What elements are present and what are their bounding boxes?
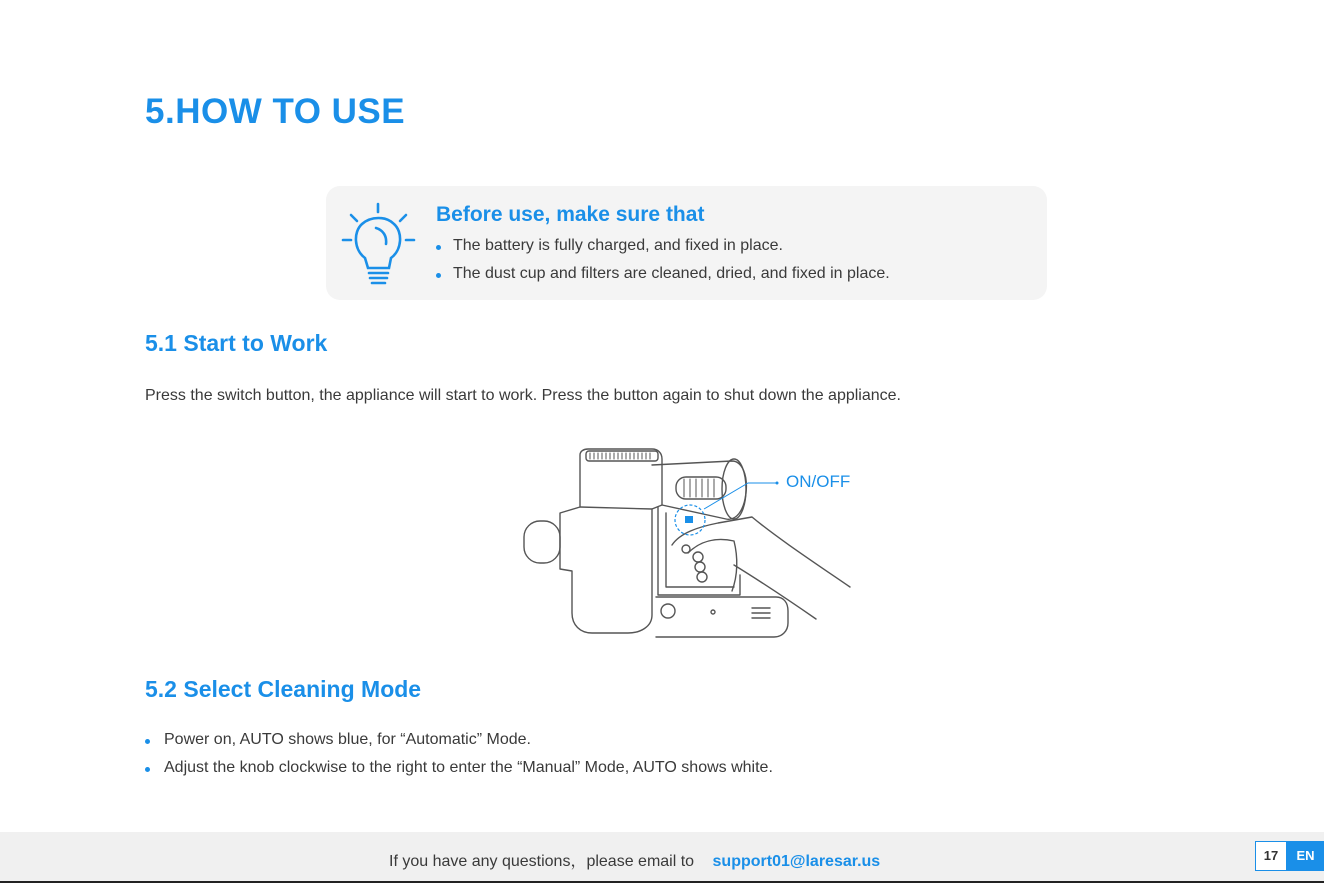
support-email-link[interactable]: support01@laresar.us: [712, 853, 881, 870]
tip-box: [326, 186, 1047, 300]
start-to-work-text: Press the switch button, the appliance will start to work. Press the button again to shut down the appliance.: [145, 387, 901, 404]
tip-item-text: The dust cup and filters are cleaned, dried, and fixed in place.: [453, 265, 890, 282]
tip-item: [436, 237, 783, 255]
tip-item: [436, 265, 890, 283]
tip-heading: Before use, make sure that: [436, 203, 705, 226]
tip-item-text: The battery is fully charged, and fixed in place.: [453, 237, 783, 254]
bullet-icon: [145, 739, 150, 744]
cleaning-mode-bullet: Power on, AUTO shows blue, for “Automatic” Mode.: [164, 731, 531, 748]
onoff-callout: ON/OFF: [786, 472, 851, 491]
page-number: 17: [1255, 841, 1287, 871]
list-item: [145, 759, 773, 777]
section-heading-start-to-work: 5.1 Start to Work: [145, 330, 328, 356]
section-heading-cleaning-mode: 5.2 Select Cleaning Mode: [145, 676, 422, 702]
page-title: 5.HOW TO USE: [145, 92, 406, 131]
cleaning-mode-bullet: Adjust the knob clockwise to the right to enter the “Manual” Mode, AUTO shows white.: [164, 759, 773, 776]
list-item: [145, 731, 531, 749]
footer-contact: [389, 848, 880, 871]
bullet-icon: [436, 245, 441, 250]
bullet-icon: [145, 767, 150, 772]
footer-text: If you have any questions，please email to: [389, 853, 695, 870]
bullet-icon: [436, 273, 441, 278]
lightbulb-icon: [340, 200, 420, 295]
language-badge: EN: [1287, 841, 1324, 871]
footer: [0, 832, 1324, 883]
